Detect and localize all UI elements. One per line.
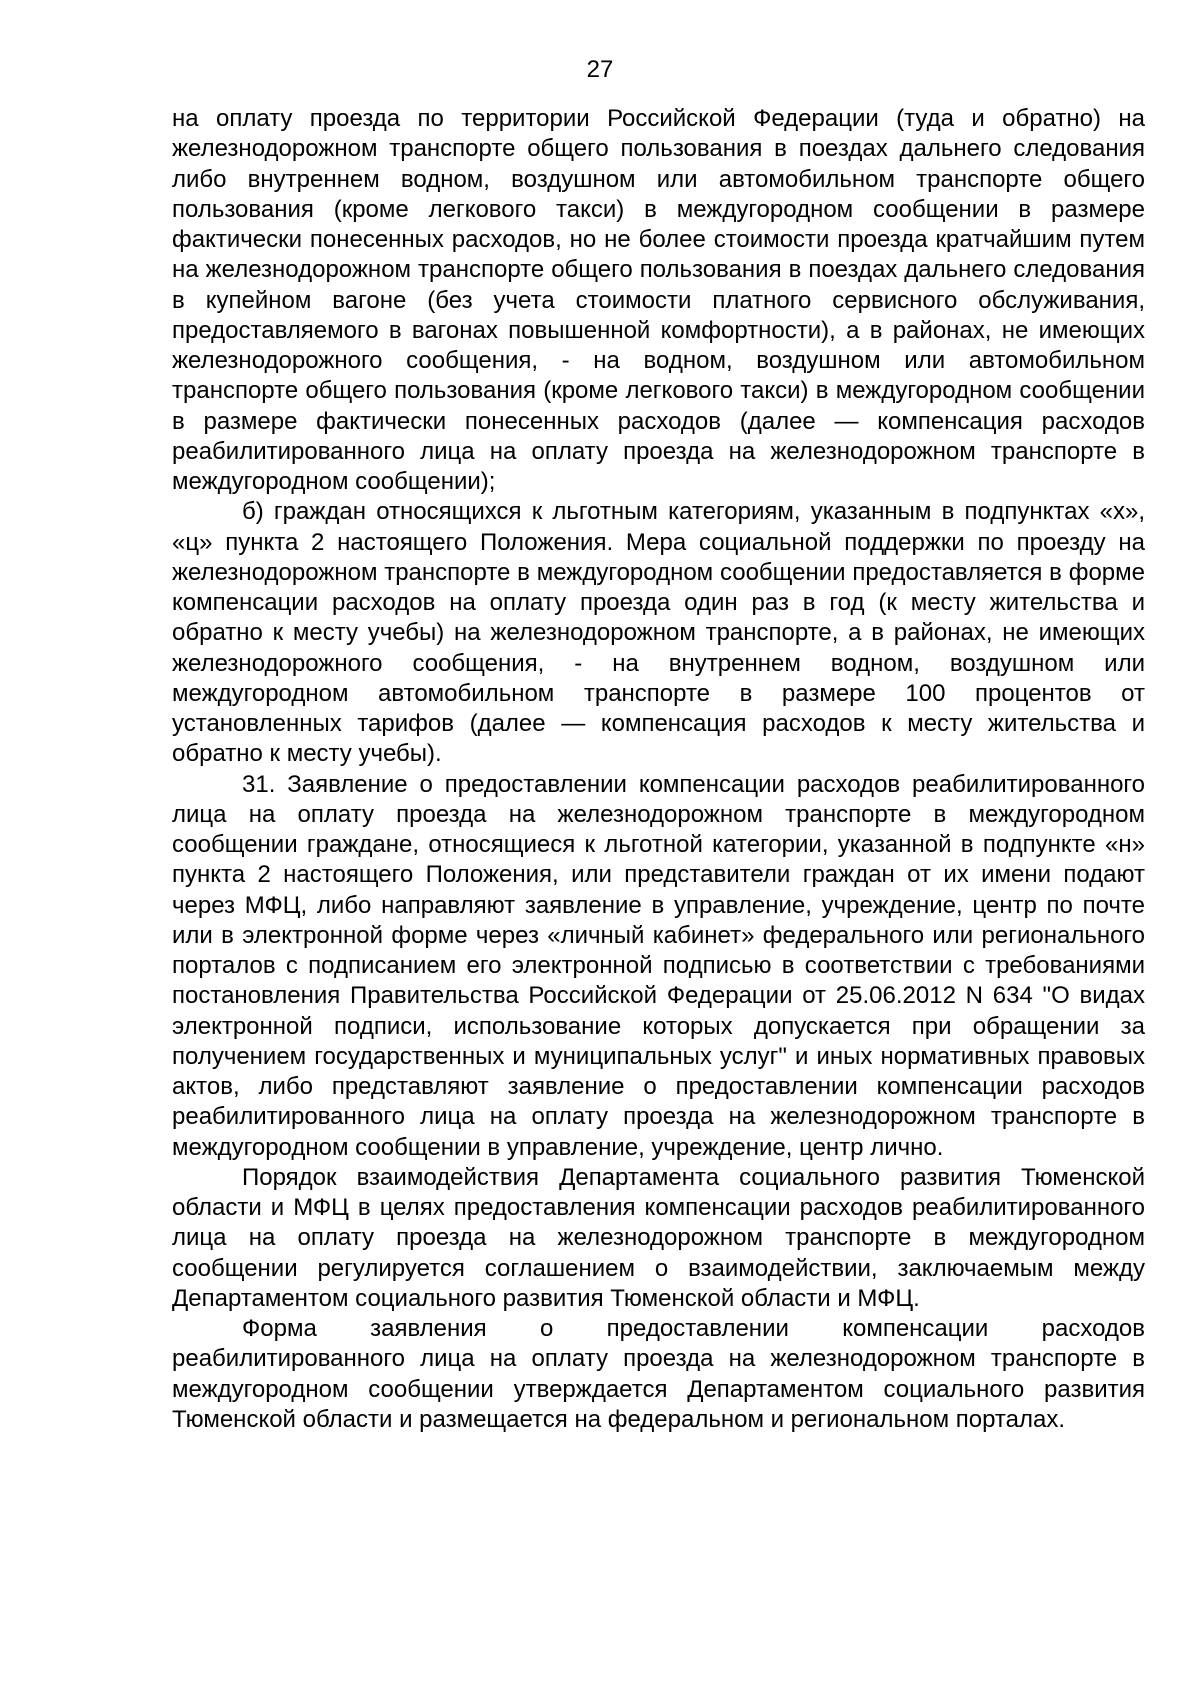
paragraph-subitem-b: б) граждан относящихся к льготным категориям, указанным в подпунктах «х», «ц» пункта 2 настоящего Положения. Мера социальной поддержки по проезду на железнодорожном транспорте в междугородном сообщении предоставляется в форме компенсации расходов на оплату проезда один раз в год (к месту жительства и обратно к месту учебы) на железнодорожном транспорте, а в районах, не имеющих железнодорожного сообщения, - на внутреннем водном, воздушном или междугородном автомобильном транспорте в размере 100 процентов от установленных тарифов (далее — компенсация расходов к месту жительства и обратно к месту учебы).: [172, 498, 1145, 768]
paragraph-item-31: 31. Заявление о предоставлении компенсации расходов реабилитированного лица на оплату проезда на железнодорожном транспорте в междугородном сообщении граждане, относящиеся к льготной категории, указанной в подпункте «н» пункта 2 настоящего Положения, или представители граждан от их имени подают через МФЦ, либо направляют заявление в управление, учреждение, центр по почте или в электронной форме через «личный кабинет» федерального или регионального порталов с подписанием его электронной подписью в соответствии с требованиями постановления Правительства Российской Федерации от 25.06.2012 N 634 "О видах электронной подписи, использование которых допускается при обращении за получением государственных и муниципальных услуг" и иных нормативных правовых актов, либо представляют заявление о предоставлении компенсации расходов реабилитированного лица на оплату проезда на железнодорожном транспорте в междугородном сообщении в управление, учреждение, центр лично.: [172, 770, 1145, 1161]
page-number: 27: [586, 56, 614, 83]
paragraph-continuation: на оплату проезда по территории Российской Федерации (туда и обратно) на железнодорожном транспорте общего пользования в поездах дальнего следования либо внутреннем водном, воздушном или автомобильном транспорте общего пользования (кроме легкового такси) в междугородном сообщении в размере фактически понесенных расходов, но не более стоимости проезда кратчайшим путем на железнодорожном транспорте общего пользования в поездах дальнего следования в купейном вагоне (без учета стоимости платного сервисного обслуживания, предоставляемого в вагонах повышенной комфортности), а в районах, не имеющих железнодорожного сообщения, - на водном, воздушном или автомобильном транспорте общего пользования (кроме легкового такси) в междугородном сообщении в размере фактически понесенных расходов (далее — компенсация расходов реабилитированного лица на оплату проезда на железнодорожном транспорте в междугородном сообщении);: [172, 105, 1145, 495]
paragraph-application-form: Форма заявления о предоставлении компенсации расходов реабилитированного лица на оплату проезда на железнодорожном транспорте в междугородном сообщении утверждается Департаментом социального развития Тюменской области и размещается на федеральном и региональном порталах.: [172, 1315, 1145, 1433]
document-body: [172, 104, 1145, 1435]
paragraph-interaction-procedure: Порядок взаимодействия Департамента социального развития Тюменской области и МФЦ в целях предоставления компенсации расходов реабилитированного лица на оплату проезда на железнодорожном транспорте в междугородном сообщении регулируется соглашением о взаимодействии, заключаемым между Департаментом социального развития Тюменской области и МФЦ.: [172, 1163, 1145, 1312]
